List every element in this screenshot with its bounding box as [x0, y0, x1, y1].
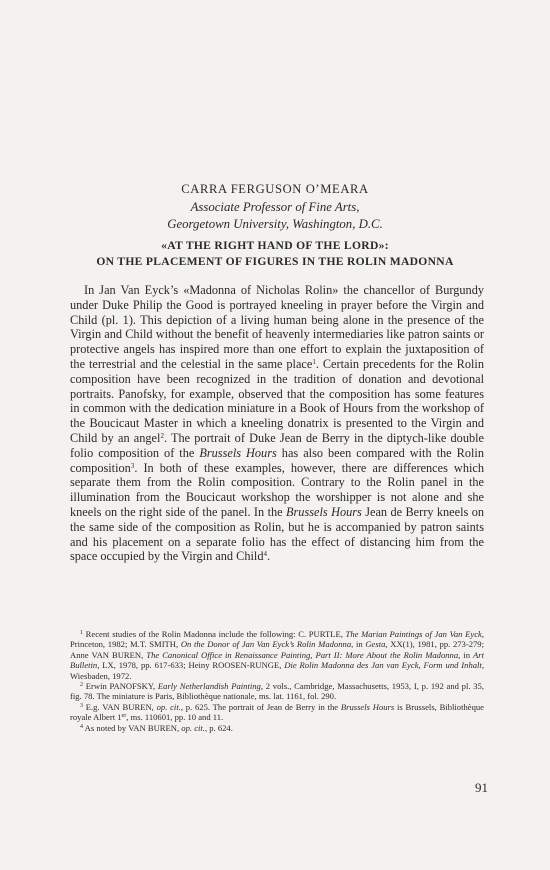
body-text-segment: . The portrait of Duke Jean de Berry in the diptych-like double folio composition of the: [70, 430, 484, 460]
footnote-3: [70, 702, 484, 723]
footnote-text: , 2 vols., Cambridge, Massachusetts, 1953, I, p. 192 and pl. 35, fig. 78. The miniature is Paris, Bibliothèque nationale, ms. lat. 1161, fol. 290.: [70, 681, 484, 702]
footnote-italic: Die Rolin Madonna des Jan van Eyck, Form und Inhalt: [284, 660, 482, 671]
footnote-number: 4: [80, 723, 83, 730]
footnote-italic: op. cit.: [181, 722, 205, 733]
footnote-text: , LX, 1978, pp. 617-633; Heiny ROOSEN-RUNGE,: [97, 660, 285, 671]
footnote-ref-4[interactable]: 4: [263, 550, 267, 559]
body-text-segment: In Jan Van Eyck’s «Madonna of Nicholas Rolin» the chancellor of Burgundy under Duke Philip the Good is portrayed kneeling in prayer before the Virgin and Child (pl. 1). This depiction of a living human being alone in the presence of the Virgin and Child without the benefit of heavenly intermediaries like patron saints or protective angels has inspired more than one effort to explain the juxtaposition of the terrestrial and the celestial in the same place: [70, 283, 484, 371]
footnote-ref-3[interactable]: 3: [130, 461, 135, 470]
footnote-italic: On the Donor of Jan Van Eyck’s Rolin Madonna: [180, 639, 352, 650]
page-number: 91: [475, 780, 488, 795]
footnote-italic: Early Netherlandish Painting: [157, 681, 261, 692]
footnote-italic: The Canonical Office in Renaissance Painting, Part II: More About the Rolin Madonna: [146, 649, 459, 660]
body-text-segment: . Certain precedents for the Rolin composition have been recognized in the tradition of donation and devotional portraits. Panofsky, for example, observed that the composition has some features in common with the dedication miniature in a Book of Hours from the workshop of the Boucicaut Master in which a kneeling donatrix is presented to the Virgin and Child by an angel: [70, 356, 484, 445]
footnotes: [70, 629, 484, 733]
footnote-italic: Art Bulletin: [70, 649, 484, 671]
body-text-segment: . In both of these examples, however, there are differences which separate them from the Rolin composition. Contrary to the Rolin panel in the illumination from the Boucicaut workshop the worshipper is not alone and she kneels on the right side of the panel. In the: [70, 460, 484, 519]
footnote-text: , in: [351, 639, 366, 650]
affiliation-line-1: Associate Professor of Fine Arts,: [190, 200, 360, 214]
footnote-italic: The Marian Paintings of Jan Van Eyck: [345, 629, 482, 639]
author-name: CARRA FERGUSON O’MEARA: [181, 182, 369, 196]
footnote-superscript: er: [121, 713, 127, 720]
body-text-segment: .: [266, 549, 271, 564]
footnote-text: , XX(1), 1981, pp. 273-279; Anne VAN BUREN,: [70, 639, 484, 660]
footnote-1: [70, 629, 484, 681]
footnote-number: 1: [80, 630, 83, 636]
footnote-text: is Brussels, Bibliothèque royale Albert 1: [70, 701, 484, 723]
footnote-ref-1[interactable]: 1: [312, 357, 316, 366]
affiliation-line-2: Georgetown University, Washington, D.C.: [167, 217, 383, 231]
footnote-text: Recent studies of the Rolin Madonna include the following: C. PURTLE,: [83, 629, 346, 639]
italic-title: Brussels Hours: [286, 504, 362, 519]
footnote-4: [70, 723, 484, 733]
footnote-italic: Gesta: [365, 639, 386, 650]
footnote-text: , ms. 110601, pp. 10 and 11.: [126, 712, 224, 723]
footnote-text: Erwin PANOFSKY,: [83, 681, 158, 692]
footnote-italic: op. cit.: [156, 701, 181, 712]
body-text-segment: has also been compared with the Rolin composition: [70, 445, 484, 475]
author-affiliation: [0, 199, 550, 233]
footnote-ref-2[interactable]: 2: [160, 431, 164, 440]
footnote-text: , Wiesbaden, 1972.: [70, 660, 484, 681]
footnote-text: , p. 624.: [204, 722, 233, 733]
footnote-number: 2: [80, 682, 83, 689]
footnote-text: As noted by VAN BUREN,: [83, 722, 182, 733]
footnote-text: , in: [458, 649, 474, 660]
body-text-segment: Jean de Berry kneels on the same side of the composition as Rolin, but he is accompanied by patron saints and his placement on a separate folio has the effect of distancing him from the space occupied by the Virgin and Child: [70, 504, 484, 564]
footnote-2: [70, 681, 484, 702]
title-line-1: «AT THE RIGHT HAND OF THE LORD»:: [161, 239, 389, 252]
footnote-text: , p. 625. The portrait of Jean de Berry in the: [180, 701, 341, 712]
italic-title: Brussels Hours: [199, 445, 277, 460]
title-line-2: ON THE PLACEMENT OF FIGURES IN THE ROLIN MADONNA: [96, 255, 454, 268]
body-paragraph: [70, 283, 484, 564]
footnote-number: 3: [80, 702, 83, 709]
footnote-italic: Brussels Hours: [340, 701, 395, 712]
footnote-text: , Princeton, 1982; M.T. SMITH,: [70, 629, 484, 650]
article-title: [0, 238, 550, 270]
footnote-text: E.g. VAN BUREN,: [83, 701, 157, 712]
